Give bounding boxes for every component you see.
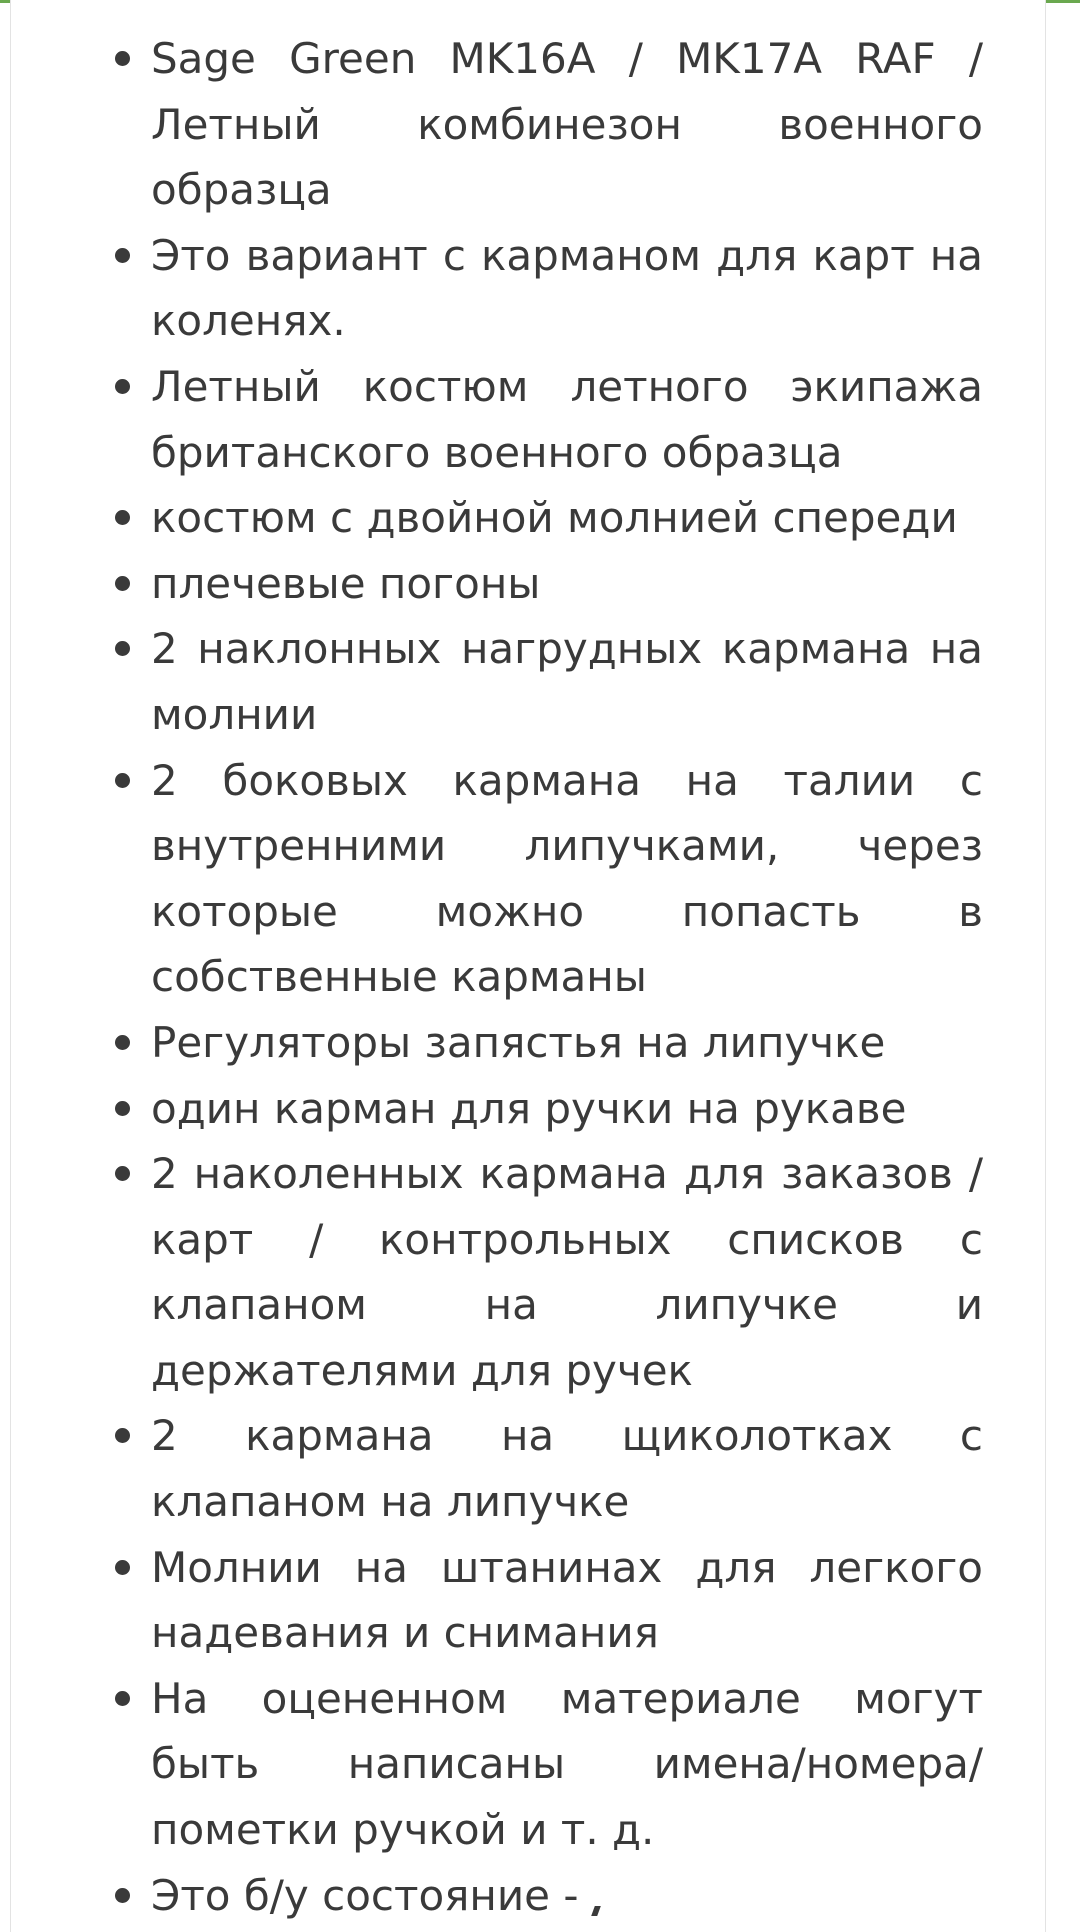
bullet-icon: [115, 1101, 130, 1116]
feature-list-item: [151, 1535, 983, 1666]
feature-text: Это вариант с карманом для карт на коленях.: [151, 230, 983, 346]
feature-list-item: [151, 1863, 983, 1929]
bullet-icon: [115, 773, 130, 788]
feature-text: 2 наклонных нагрудных кармана на молнии: [151, 624, 983, 739]
feature-list-item: [151, 223, 983, 354]
feature-list-item: [151, 1666, 983, 1863]
bullet-icon: [115, 1035, 130, 1050]
bullet-icon: [115, 1560, 130, 1575]
bullet-icon: [115, 1888, 130, 1903]
feature-text: 2 наколенных кармана для заказов / карт / контрольных списков с клапаном на липучке и держателями для ручек: [151, 1149, 983, 1395]
bullet-icon: [115, 641, 130, 656]
feature-list-item: [151, 551, 983, 617]
feature-text: Регуляторы запястья на липучке: [151, 1017, 886, 1067]
bullet-icon: [115, 576, 130, 591]
bullet-icon: [115, 248, 130, 263]
bullet-icon: [115, 510, 130, 525]
feature-list-item: [151, 485, 983, 551]
product-description-panel: [10, 0, 1046, 1932]
bullet-icon: [115, 379, 130, 394]
feature-text: 2 кармана на щиколотках с клапаном на липучке: [151, 1411, 983, 1527]
feature-list-item: [151, 616, 983, 747]
feature-list-item: [151, 1076, 983, 1142]
bullet-icon: [115, 51, 130, 66]
feature-text: плечевые погоны: [151, 558, 541, 608]
bullet-icon: [115, 1166, 130, 1181]
feature-text: Летный костюм летного экипажа британского военного образца: [151, 361, 983, 477]
feature-list-item: [151, 1010, 983, 1076]
bullet-icon: [115, 1691, 130, 1706]
feature-text: Это б/у состояние -: [151, 1870, 579, 1920]
feature-list-item: [151, 1141, 983, 1403]
text-cutoff-mark: [591, 1906, 601, 1916]
feature-text: 2 боковых кармана на талии с внутренними липучками, через которые можно попасть в собственные карманы: [151, 755, 983, 1002]
feature-list-item: [151, 1403, 983, 1534]
feature-text: костюм с двойной молнией спереди: [151, 493, 958, 543]
feature-list-item: [151, 354, 983, 485]
feature-text: Sage Green MK16A / MK17A RAF / Летный комбинезон военного образца: [151, 34, 983, 215]
feature-list-item: [151, 748, 983, 1010]
feature-list: [151, 26, 983, 1928]
bullet-icon: [115, 1428, 130, 1443]
feature-list-item: [151, 26, 983, 223]
feature-text: один карман для ручки на рукаве: [151, 1083, 907, 1133]
feature-text: На оцененном материале могут быть написаны имена/номера/пометки ручкой и т. д.: [151, 1673, 983, 1855]
feature-text: Молнии на штанинах для легкого надевания и снимания: [151, 1542, 983, 1658]
